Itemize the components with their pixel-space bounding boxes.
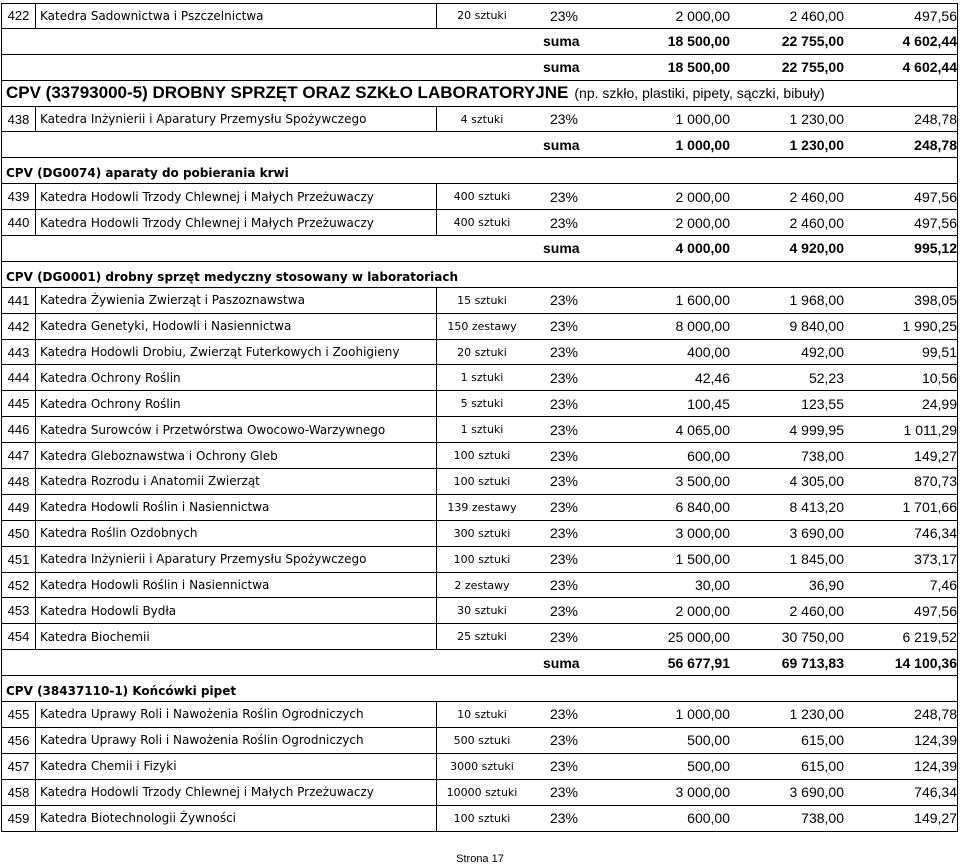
department-name: Katedra Biochemii (36, 624, 437, 649)
vat-rate: 23% (549, 292, 578, 309)
gross-value: 1 230,00 (789, 706, 844, 723)
net-value: 42,46 (694, 369, 730, 386)
department-name: Katedra Biotechnologii Żywności (36, 806, 437, 831)
sum-row (1, 236, 958, 262)
row-number: 448 (2, 469, 36, 494)
vat-rate: 23% (549, 525, 578, 542)
table-row (1, 417, 958, 443)
vat-rate: 23% (549, 447, 578, 464)
row-number: 454 (2, 624, 36, 649)
quantity: 20 sztuki (457, 345, 507, 359)
row-number: 439 (2, 184, 36, 209)
net-value: 2 000,00 (675, 188, 730, 205)
gross-value: 738,00 (801, 810, 844, 827)
vat-rate: 23% (549, 395, 578, 412)
net-value: 25 000,00 (667, 628, 730, 645)
vat-rate: 23% (549, 318, 578, 335)
vat-rate: 23% (549, 706, 578, 723)
net-value: 6 840,00 (675, 499, 730, 516)
net-value: 500,00 (687, 732, 730, 749)
vat-amount: 7,46 (929, 577, 957, 594)
procurement-table (1, 3, 958, 832)
quantity: 20 sztuki (457, 9, 507, 23)
table-row (1, 495, 958, 521)
cpv-section-header (1, 81, 958, 107)
net-value: 4 065,00 (675, 421, 730, 438)
quantity: 100 sztuki (453, 811, 511, 825)
table-row (1, 210, 958, 236)
quantity: 5 sztuki (460, 397, 504, 411)
department-name: Katedra Uprawy Roli i Nawożenia Roślin Ogrodniczych (36, 728, 437, 753)
row-number: 457 (2, 754, 36, 779)
sum-gross: 1 230,00 (789, 136, 844, 153)
row-number: 453 (2, 598, 36, 623)
row-number: 452 (2, 573, 36, 598)
gross-value: 615,00 (801, 732, 844, 749)
sum-gross: 4 920,00 (789, 240, 844, 257)
row-number: 422 (2, 4, 36, 28)
sum-row (1, 55, 958, 81)
table-row (1, 702, 958, 728)
quantity: 1 sztuki (460, 371, 504, 385)
department-name: Katedra Ochrony Roślin (36, 391, 437, 416)
row-number: 443 (2, 340, 36, 365)
net-value: 3 000,00 (675, 784, 730, 801)
sum-gross: 22 755,00 (781, 59, 844, 76)
gross-value: 2 460,00 (789, 188, 844, 205)
quantity: 100 sztuki (453, 474, 511, 488)
sum-label: suma (543, 240, 580, 257)
row-number: 446 (2, 417, 36, 442)
department-name: Katedra Hodowli Roślin i Nasiennictwa (36, 495, 437, 520)
vat-rate: 23% (549, 577, 578, 594)
vat-rate: 23% (549, 344, 578, 361)
vat-amount: 497,56 (914, 214, 957, 231)
vat-amount: 149,27 (914, 810, 957, 827)
row-number: 451 (2, 547, 36, 572)
quantity: 30 sztuki (457, 604, 507, 618)
cpv-section-header (1, 158, 958, 184)
gross-value: 3 690,00 (789, 525, 844, 542)
row-number: 444 (2, 365, 36, 390)
sum-label: suma (543, 654, 580, 671)
table-row (1, 598, 958, 624)
net-value: 2 000,00 (675, 214, 730, 231)
row-number: 441 (2, 288, 36, 313)
gross-value: 30 750,00 (781, 628, 844, 645)
gross-value: 4 305,00 (789, 473, 844, 490)
quantity: 10 sztuki (457, 707, 507, 721)
net-value: 600,00 (687, 447, 730, 464)
table-row (1, 443, 958, 469)
cpv-section-header (1, 676, 958, 702)
net-value: 8 000,00 (675, 318, 730, 335)
table-row (1, 365, 958, 391)
quantity: 400 sztuki (453, 216, 511, 230)
row-number: 449 (2, 495, 36, 520)
cpv-title: CPV (38437110-1) Końcówki pipet (6, 684, 237, 699)
gross-value: 8 413,20 (789, 499, 844, 516)
vat-rate: 23% (549, 551, 578, 568)
sum-net: 4 000,00 (675, 240, 730, 257)
sum-vat: 248,78 (914, 136, 957, 153)
cpv-title: CPV (DG0001) drobny sprzęt medyczny stosowany w laboratoriach (6, 269, 459, 284)
sum-vat: 995,12 (914, 240, 957, 257)
vat-amount: 1 701,66 (902, 499, 957, 516)
table-row (1, 728, 958, 754)
department-name: Katedra Hodowli Roślin i Nasiennictwa (36, 573, 437, 598)
vat-rate: 23% (549, 499, 578, 516)
vat-rate: 23% (549, 7, 578, 24)
gross-value: 615,00 (801, 758, 844, 775)
row-number: 438 (2, 107, 36, 132)
department-name: Katedra Rozrodu i Anatomii Zwierząt (36, 469, 437, 494)
vat-amount: 6 219,52 (902, 628, 957, 645)
table-row (1, 288, 958, 314)
quantity: 4 sztuki (460, 112, 504, 126)
net-value: 1 600,00 (675, 292, 730, 309)
sum-row (1, 650, 958, 676)
vat-amount: 149,27 (914, 447, 957, 464)
vat-rate: 23% (549, 810, 578, 827)
gross-value: 1 845,00 (789, 551, 844, 568)
department-name: Katedra Roślin Ozdobnych (36, 521, 437, 546)
sum-row (1, 29, 958, 55)
row-number: 440 (2, 210, 36, 235)
quantity: 139 zestawy (447, 500, 517, 514)
vat-amount: 124,39 (914, 758, 957, 775)
net-value: 2 000,00 (675, 7, 730, 24)
table-row (1, 3, 958, 29)
cpv-header-text (2, 81, 957, 106)
net-value: 3 500,00 (675, 473, 730, 490)
net-value: 30,00 (694, 577, 730, 594)
department-name: Katedra Żywienia Zwierząt i Paszoznawstwa (36, 288, 437, 313)
quantity: 25 sztuki (457, 630, 507, 644)
vat-rate: 23% (549, 473, 578, 490)
table-row (1, 754, 958, 780)
quantity: 300 sztuki (453, 526, 511, 540)
quantity: 2 zestawy (454, 578, 510, 592)
table-row (1, 314, 958, 340)
quantity: 1 sztuki (460, 423, 504, 437)
gross-value: 123,55 (801, 395, 844, 412)
vat-rate: 23% (549, 421, 578, 438)
vat-amount: 248,78 (914, 706, 957, 723)
vat-amount: 497,56 (914, 188, 957, 205)
net-value: 600,00 (687, 810, 730, 827)
net-value: 1 000,00 (675, 706, 730, 723)
quantity: 100 sztuki (453, 552, 511, 566)
sum-gross: 22 755,00 (781, 33, 844, 50)
net-value: 2 000,00 (675, 602, 730, 619)
vat-amount: 746,34 (914, 525, 957, 542)
net-value: 1 500,00 (675, 551, 730, 568)
row-number: 459 (2, 806, 36, 831)
vat-amount: 497,56 (914, 7, 957, 24)
gross-value: 2 460,00 (789, 214, 844, 231)
quantity: 15 sztuki (457, 293, 507, 307)
sum-label: suma (543, 136, 580, 153)
department-name: Katedra Inżynierii i Aparatury Przemysłu Spożywczego (36, 547, 437, 572)
table-row (1, 521, 958, 547)
sum-row (1, 132, 958, 158)
vat-rate: 23% (549, 188, 578, 205)
gross-value: 738,00 (801, 447, 844, 464)
table-row (1, 806, 958, 832)
net-value: 500,00 (687, 758, 730, 775)
vat-amount: 373,17 (914, 551, 957, 568)
row-number: 455 (2, 702, 36, 727)
department-name: Katedra Ochrony Roślin (36, 365, 437, 390)
quantity: 100 sztuki (453, 449, 511, 463)
gross-value: 52,23 (808, 369, 844, 386)
row-number: 442 (2, 314, 36, 339)
sum-net: 56 677,91 (667, 654, 730, 671)
vat-amount: 746,34 (914, 784, 957, 801)
gross-value: 3 690,00 (789, 784, 844, 801)
vat-amount: 398,05 (914, 292, 957, 309)
table-row (1, 391, 958, 417)
sum-label: suma (543, 59, 580, 76)
table-row (1, 547, 958, 573)
vat-rate: 23% (549, 628, 578, 645)
vat-amount: 99,51 (921, 344, 957, 361)
row-number: 447 (2, 443, 36, 468)
vat-amount: 248,78 (914, 111, 957, 127)
cpv-title: CPV (DG0074) aparaty do pobierania krwi (6, 166, 289, 181)
department-name: Katedra Surowców i Przetwórstwa Owocowo-Warzywnego (36, 417, 437, 442)
vat-rate: 23% (549, 602, 578, 619)
sum-gross: 69 713,83 (781, 654, 844, 671)
department-name: Katedra Hodowli Trzody Chlewnej i Małych Przeżuwaczy (36, 210, 437, 235)
department-name: Katedra Chemii i Fizyki (36, 754, 437, 779)
department-name: Katedra Hodowli Trzody Chlewnej i Małych Przeżuwaczy (36, 184, 437, 209)
sum-net: 18 500,00 (667, 59, 730, 76)
sum-vat: 4 602,44 (902, 33, 957, 50)
department-name: Katedra Gleboznawstwa i Ochrony Gleb (36, 443, 437, 468)
department-name: Katedra Genetyki, Hodowli i Nasiennictwa (36, 314, 437, 339)
sum-label: suma (543, 33, 580, 50)
quantity: 400 sztuki (453, 190, 511, 204)
vat-amount: 24,99 (921, 395, 957, 412)
table-row (1, 469, 958, 495)
sum-net: 1 000,00 (675, 136, 730, 153)
table-row (1, 107, 958, 133)
gross-value: 1 968,00 (789, 292, 844, 309)
sum-vat: 4 602,44 (902, 59, 957, 76)
gross-value: 9 840,00 (789, 318, 844, 335)
vat-rate: 23% (549, 214, 578, 231)
vat-rate: 23% (549, 732, 578, 749)
gross-value: 492,00 (801, 344, 844, 361)
vat-rate: 23% (549, 369, 578, 386)
vat-amount: 124,39 (914, 732, 957, 749)
vat-amount: 1 011,29 (903, 421, 957, 438)
row-number: 458 (2, 780, 36, 805)
table-row (1, 184, 958, 210)
gross-value: 2 460,00 (789, 7, 844, 24)
table-row (1, 573, 958, 599)
net-value: 100,45 (687, 395, 730, 412)
cpv-subtitle: (np. szkło, plastiki, pipety, sączki, bibuły) (574, 85, 825, 102)
gross-value: 4 999,95 (789, 421, 844, 438)
table-row (1, 340, 958, 366)
gross-value: 1 230,00 (789, 111, 844, 127)
quantity: 500 sztuki (453, 733, 511, 747)
vat-amount: 870,73 (914, 473, 957, 490)
department-name: Katedra Sadownictwa i Pszczelnictwa (36, 4, 437, 28)
sum-net: 18 500,00 (667, 33, 730, 50)
vat-rate: 23% (549, 758, 578, 775)
table-row (1, 780, 958, 806)
cpv-title: CPV (33793000-5) DROBNY SPRZĘT ORAZ SZKŁO LABORATORYJNE (6, 83, 569, 103)
quantity: 10000 sztuki (446, 785, 518, 799)
row-number: 456 (2, 728, 36, 753)
vat-rate: 23% (549, 784, 578, 801)
sum-vat: 14 100,36 (894, 654, 957, 671)
department-name: Katedra Hodowli Trzody Chlewnej i Małych Przeżuwaczy (36, 780, 437, 805)
vat-amount: 10,56 (921, 369, 957, 386)
table-row (1, 624, 958, 650)
vat-amount: 1 990,25 (902, 318, 957, 335)
net-value: 400,00 (687, 344, 730, 361)
department-name: Katedra Uprawy Roli i Nawożenia Roślin Ogrodniczych (36, 702, 437, 727)
department-name: Katedra Inżynierii i Aparatury Przemysłu Spożywczego (36, 107, 437, 132)
cpv-section-header (1, 262, 958, 288)
department-name: Katedra Hodowli Bydła (36, 598, 437, 623)
quantity: 150 zestawy (447, 319, 517, 333)
row-number: 445 (2, 391, 36, 416)
net-value: 1 000,00 (675, 111, 730, 127)
department-name: Katedra Hodowli Drobiu, Zwierząt Futerkowych i Zoohigieny (36, 340, 437, 365)
net-value: 3 000,00 (675, 525, 730, 542)
gross-value: 2 460,00 (789, 602, 844, 619)
vat-rate: 23% (549, 111, 578, 127)
vat-amount: 497,56 (914, 602, 957, 619)
row-number: 450 (2, 521, 36, 546)
page-number: Strona 17 (456, 853, 504, 865)
quantity: 3000 sztuki (450, 759, 514, 773)
gross-value: 36,90 (808, 577, 844, 594)
